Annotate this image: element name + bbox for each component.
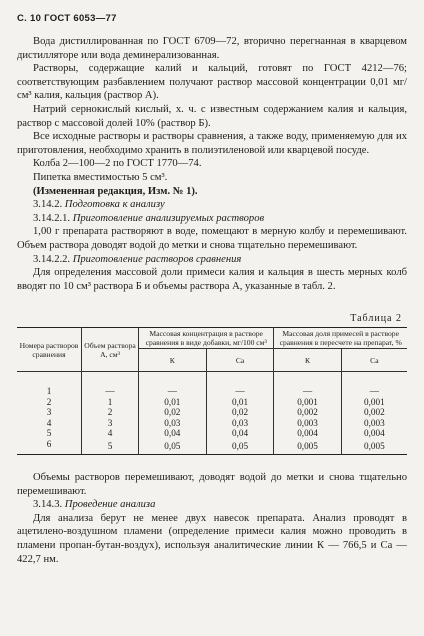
cell-conc-k: 0,05 xyxy=(139,439,207,454)
paragraph-pipette: Пипетка вместимостью 5 см³. xyxy=(33,171,168,183)
table-caption: Таблица 2 xyxy=(350,313,402,324)
header-k: К xyxy=(139,349,207,372)
paragraph-after-table: Объемы растворов перемешивают, доводят водой до метки и снова тщательно перемешивают. xyxy=(17,472,407,497)
cell-frac-ca: 0,002 xyxy=(364,407,385,418)
paragraph-water: Вода дистиллированная по ГОСТ 6709—72, вторично перегнанная в кварцевом дистилляторе или вода деминерализованная. xyxy=(17,36,407,61)
cell-number: 6 xyxy=(17,439,82,454)
section-31421-text: 1,00 г препарата растворяют в воде, помещают в мерную колбу и перемешивают. Объем раствора доводят водой до метки и снова тщательно перемешивают. xyxy=(17,226,407,251)
section-3143-title: Проведение анализа xyxy=(64,499,156,511)
section-31421 xyxy=(17,212,407,226)
cell-frac-ca: 0,004 xyxy=(364,428,385,439)
cell-frac-ca: 0,001 xyxy=(364,396,385,407)
cell-number: 5 xyxy=(17,428,82,439)
cell-number: 2 xyxy=(17,397,82,408)
cell-volume: 2 xyxy=(82,407,139,418)
cell-volume: 5 xyxy=(82,439,139,454)
section-3142 xyxy=(17,198,407,212)
paragraph-sodium: Натрий сернокислый кислый, х. ч. с известным содержанием калия и кальция, раствор с массовой долей 10% (раствор Б). xyxy=(17,103,407,129)
table-row xyxy=(17,386,407,397)
cell-frac-k: 0,004 xyxy=(274,428,341,439)
cell-frac-ca: 0,003 xyxy=(364,417,385,428)
section-3143 xyxy=(17,498,407,512)
cell-frac-k: 0,003 xyxy=(274,418,341,429)
cell-number: 3 xyxy=(17,407,82,418)
table-row xyxy=(17,428,407,439)
cell-number: 1 xyxy=(17,386,82,397)
section-31422-title: Приготовление растворов сравнения xyxy=(72,253,242,265)
section-31421-title: Приготовление анализируемых растворов xyxy=(72,212,265,224)
table-row xyxy=(17,397,407,408)
body-text-top xyxy=(17,35,407,293)
cell-volume: 3 xyxy=(82,418,139,429)
cell-volume: 4 xyxy=(82,428,139,439)
cell-conc-k: 0,04 xyxy=(139,428,207,439)
cell-conc-k: 0,02 xyxy=(139,407,207,418)
cell-conc-ca: 0,04 xyxy=(206,428,274,439)
cell-frac-k: 0,002 xyxy=(274,407,341,418)
cell-conc-ca: 0,05 xyxy=(206,439,274,454)
paragraph-flask: Колба 2—100—2 по ГОСТ 1770—74. xyxy=(33,158,202,170)
section-31422-number: 3.14.2.2. xyxy=(33,253,71,265)
cell-conc-ca: 0,03 xyxy=(206,418,274,429)
header-k-fraction: К xyxy=(274,349,341,372)
cell-conc-k: 0,01 xyxy=(139,397,207,408)
header-mass-fraction: Массовая доля примесей в растворе сравнения в пересчете на препарат, % xyxy=(274,328,407,349)
header-solution-number: Номера растворов сравнения xyxy=(17,328,82,372)
paragraph-amendment: (Измененная редакция, Изм. № 1). xyxy=(33,185,198,197)
cell-conc-ca: — xyxy=(206,386,274,397)
header-concentration: Массовая концентрация в растворе сравнения в виде добавки, мг/100 см³ xyxy=(139,328,274,349)
paragraph-storage: Все исходные растворы и растворы сравнения, а также воду, применяемую для их приготовления, необходимо хранить в полиэтиленовой или кварцевой посуде. xyxy=(17,131,407,156)
cell-conc-ca: 0,02 xyxy=(206,407,274,418)
cell-volume: 1 xyxy=(82,397,139,408)
table-row xyxy=(17,407,407,418)
table-2 xyxy=(17,327,407,455)
section-3142-title: Подготовка к анализу xyxy=(64,199,165,211)
cell-volume: — xyxy=(82,386,139,397)
section-31421-number: 3.14.2.1. xyxy=(33,212,71,224)
page-header: С. 10 ГОСТ 6053—77 xyxy=(17,13,117,24)
header-ca: Са xyxy=(206,349,274,372)
cell-frac-k: 0,001 xyxy=(274,397,341,408)
cell-frac-k: 0,005 xyxy=(274,439,341,454)
table-row xyxy=(17,439,407,454)
cell-frac-k: — xyxy=(274,386,341,397)
section-3143-number: 3.14.3. xyxy=(33,499,63,511)
cell-conc-ca: 0,01 xyxy=(206,397,274,408)
section-31422 xyxy=(17,253,407,267)
cell-number: 4 xyxy=(17,418,82,429)
cell-frac-ca: 0,005 xyxy=(364,440,385,451)
cell-conc-k: 0,03 xyxy=(139,418,207,429)
header-volume: Объем раствора А, см³ xyxy=(82,328,139,372)
header-ca-fraction: Са xyxy=(341,349,407,372)
section-3142-number: 3.14.2. xyxy=(33,199,63,211)
table-row xyxy=(17,418,407,429)
body-text-bottom xyxy=(17,471,407,566)
cell-frac-ca: — xyxy=(369,386,379,396)
cell-conc-k: — xyxy=(139,386,207,397)
section-3143-text: Для анализа берут не менее двух навесок препарата. Анализ проводят в ацетилено-воздушном пламени (определение примеси калия можно проводить в пламени пропан-бутан-воздух), используя аналитические линии К — 766,5 и Са — 422,7 нм. xyxy=(17,512,407,565)
section-31422-text: Для определения массовой доли примеси калия и кальция в шесть мерных колб вводят по 10 см³ раствора Б и объемы раствора А, указанные в табл. 2. xyxy=(17,267,407,292)
paragraph-solutions: Растворы, содержащие калий и кальций, готовят по ГОСТ 4212—76; соответствующим разбавлением получают раствор массовой концентрации 0,01 мг/см³ калия, кальция (раствор А). xyxy=(17,63,407,102)
